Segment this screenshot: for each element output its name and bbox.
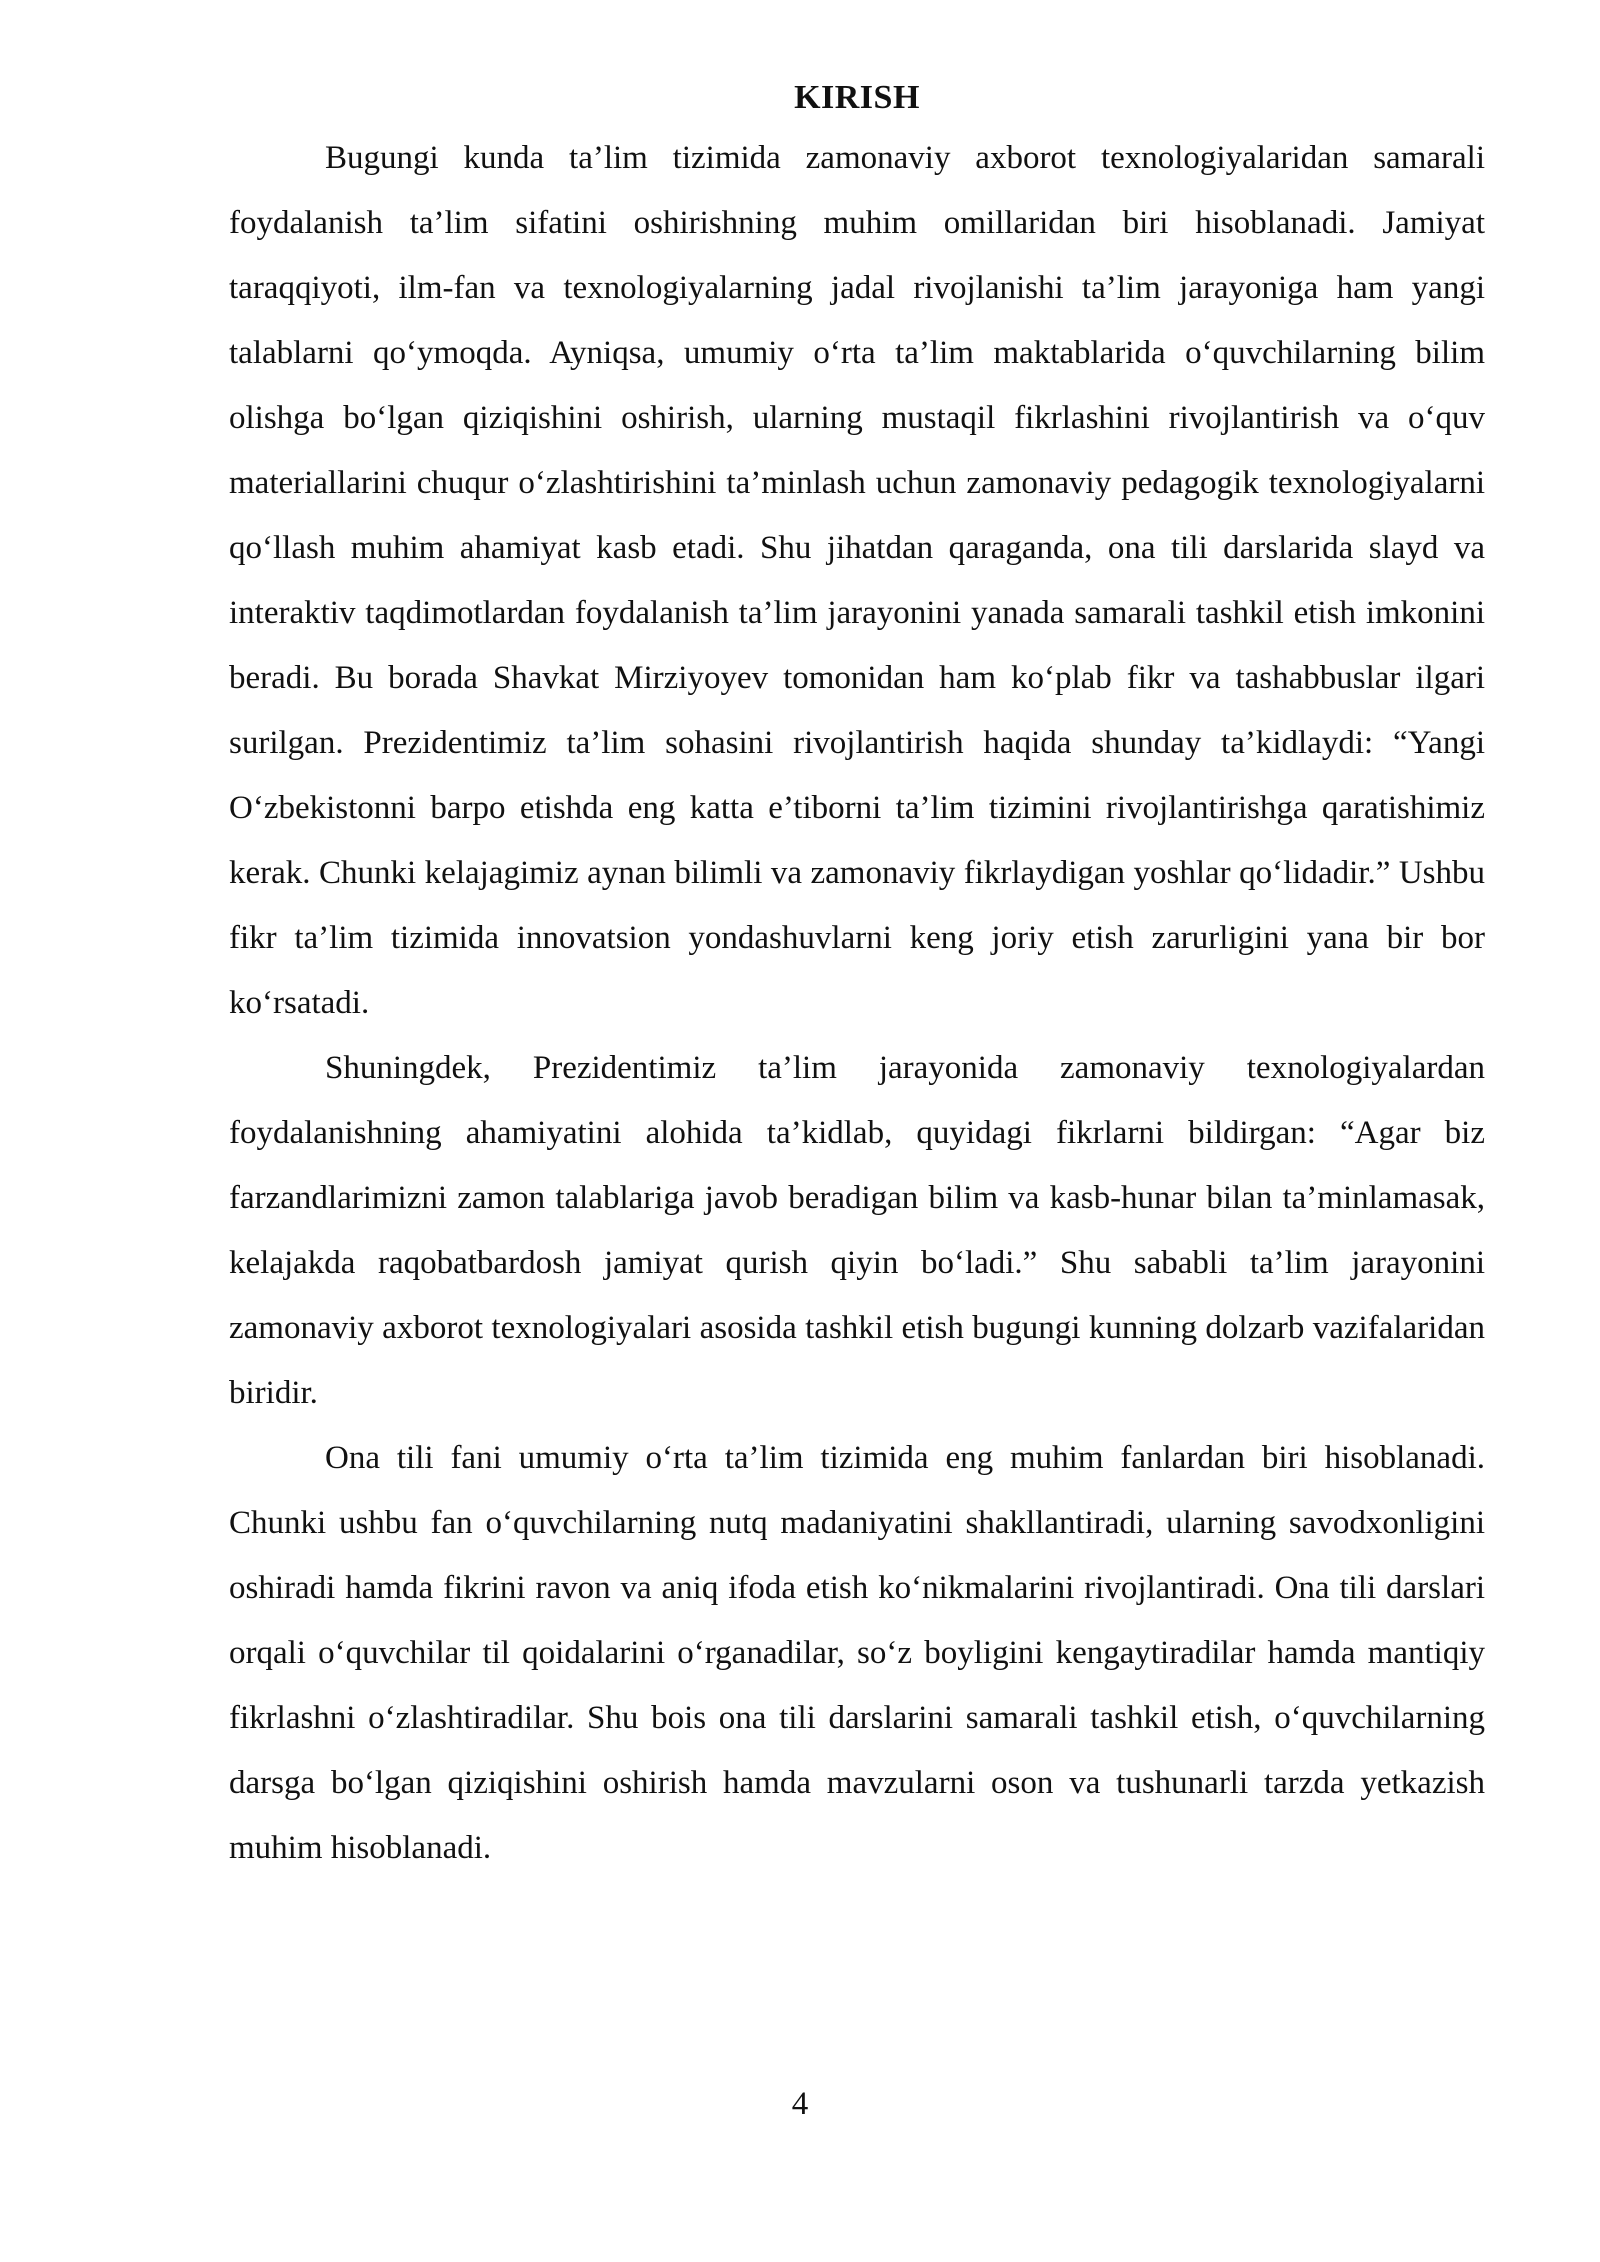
page-content — [229, 72, 1485, 1881]
paragraph-2: Shuningdek, Prezidentimiz ta’lim jarayonida zamonaviy texnologiyalardan foydalanishning ahamiyatini alohida ta’kidlab, quyidagi fikrlarni bildirgan: “Agar biz farzandlarimizni zamon talablariga javob beradigan bilim va kasb-hunar bilan ta’minlamasak, kelajakda raqobatbardosh jamiyat qurish qiyin bo‘ladi.” Shu sababli ta’lim jarayonini zamonaviy axborot texnologiyalari asosida tashkil etish bugungi kunning dolzarb vazifalaridan biridir. — [229, 1050, 1485, 1411]
section-title: KIRISH — [794, 79, 920, 116]
paragraph-1: Bugungi kunda ta’lim tizimida zamonaviy axborot texnologiyalaridan samarali foydalanish ta’lim sifatini oshirishning muhim omillaridan biri hisoblanadi. Jamiyat taraqqiyoti, ilm-fan va texnologiyalarning jadal rivojlanishi ta’lim jarayoniga ham yangi talablarni qo‘ymoqda. Ayniqsa, umumiy o‘rta ta’lim maktablarida o‘quvchilarning bilim olishga bo‘lgan qiziqishini oshirish, ularning mustaqil fikrlashini rivojlantirish va o‘quv materiallarini chuqur o‘zlashtirishini ta’minlash uchun zamonaviy pedagogik texnologiyalarni qo‘llash muhim ahamiyat kasb etadi. Shu jihatdan qaraganda, ona tili darslarida slayd va interaktiv taqdimotlardan foydalanish ta’lim jarayonini yanada samarali tashkil etish imkonini beradi. Bu borada Shavkat Mirziyoyev tomonidan ham ko‘plab fikr va tashabbuslar ilgari surilgan. Prezidentimiz ta’lim sohasini rivojlantirish haqida shunday ta’kidlaydi: “Yangi O‘zbekistonni barpo etishda eng katta e’tiborni ta’lim tizimini rivojlantirishga qaratishimiz kerak. Chunki kelajagimiz aynan bilimli va zamonaviy fikrlaydigan yoshlar qo‘lidadir.” Ushbu fikr ta’lim tizimida innovatsion yondashuvlarni keng joriy etish zarurligini yana bir bor ko‘rsatadi. — [229, 140, 1485, 1021]
page-number: 4 — [791, 2086, 809, 2122]
paragraph-3: Ona tili fani umumiy o‘rta ta’lim tizimida eng muhim fanlardan biri hisoblanadi. Chunki ushbu fan o‘quvchilarning nutq madaniyatini shakllantiradi, ularning savodxonligini oshiradi hamda fikrini ravon va aniq ifoda etish ko‘nikmalarini rivojlantiradi. Ona tili darslari orqali o‘quvchilar til qoidalarini o‘rganadilar, so‘z boyligini kengaytiradilar hamda mantiqiy fikrlashni o‘zlashtiradilar. Shu bois ona tili darslarini samarali tashkil etish, o‘quvchilarning darsga bo‘lgan qiziqishini oshirish hamda mavzularni oson va tushunarli tarzda yetkazish muhim hisoblanadi. — [229, 1440, 1485, 1866]
